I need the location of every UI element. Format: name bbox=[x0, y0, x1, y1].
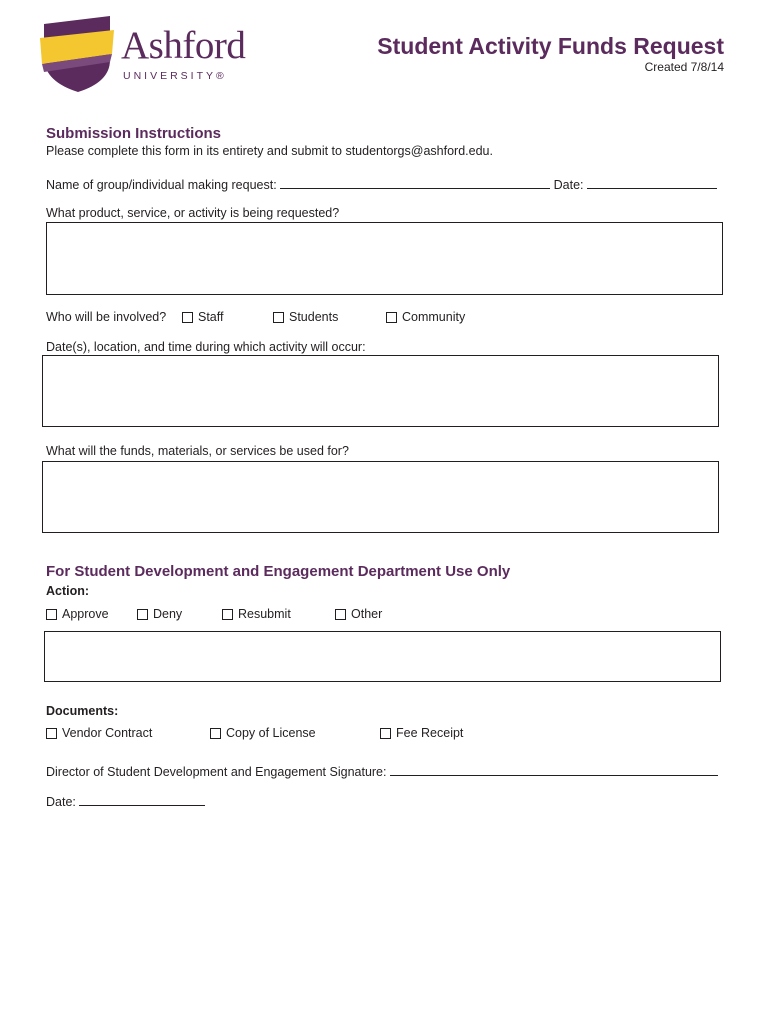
signature-row bbox=[46, 763, 718, 779]
form-title: Student Activity Funds Request bbox=[377, 33, 724, 59]
director-date-label: Date: bbox=[46, 795, 76, 809]
checkbox-square[interactable] bbox=[210, 728, 221, 739]
logo-subtitle: UNIVERSITY® bbox=[123, 70, 227, 82]
other-checkbox[interactable]: Other bbox=[335, 607, 382, 621]
signature-label: Director of Student Development and Engagement Signature: bbox=[46, 765, 387, 779]
approve-checkbox[interactable]: Approve bbox=[46, 607, 109, 621]
submission-heading: Submission Instructions bbox=[46, 125, 222, 142]
logo-wordmark: Ashford bbox=[121, 24, 246, 67]
checkbox-square[interactable] bbox=[46, 728, 57, 739]
staff-checkbox[interactable]: Staff bbox=[182, 310, 223, 324]
signature-field[interactable] bbox=[390, 763, 718, 776]
director-date-row bbox=[46, 793, 205, 809]
deny-checkbox[interactable]: Deny bbox=[137, 607, 182, 621]
copy-of-license-checkbox[interactable]: Copy of License bbox=[210, 726, 316, 740]
checkbox-square[interactable] bbox=[137, 609, 148, 620]
product-label: What product, service, or activity is being requested? bbox=[46, 206, 340, 220]
name-field[interactable] bbox=[280, 176, 550, 189]
checkbox-square[interactable] bbox=[386, 312, 397, 323]
funds-label: What will the funds, materials, or services be used for? bbox=[46, 444, 349, 458]
dates-textbox[interactable] bbox=[42, 355, 719, 427]
resubmit-checkbox[interactable]: Resubmit bbox=[222, 607, 291, 621]
students-checkbox[interactable]: Students bbox=[273, 310, 338, 324]
fee-receipt-checkbox[interactable]: Fee Receipt bbox=[380, 726, 463, 740]
product-textbox[interactable] bbox=[46, 222, 723, 295]
ashford-shield-logo bbox=[40, 14, 116, 94]
director-date-field[interactable] bbox=[79, 793, 205, 806]
name-row bbox=[46, 176, 717, 192]
instructions-text: Please complete this form in its entirety and submit to studentorgs@ashford.edu. bbox=[46, 144, 493, 158]
checkbox-square[interactable] bbox=[182, 312, 193, 323]
checkbox-square[interactable] bbox=[222, 609, 233, 620]
involved-label: Who will be involved? bbox=[46, 310, 167, 324]
documents-label: Documents: bbox=[46, 704, 119, 718]
created-date: Created 7/8/14 bbox=[644, 60, 724, 74]
checkbox-square[interactable] bbox=[335, 609, 346, 620]
date-label: Date: bbox=[553, 178, 584, 192]
action-textbox[interactable] bbox=[44, 631, 721, 682]
dates-label: Date(s), location, and time during which activity will occur: bbox=[46, 340, 366, 354]
checkbox-square[interactable] bbox=[46, 609, 57, 620]
funds-textbox[interactable] bbox=[42, 461, 719, 533]
checkbox-square[interactable] bbox=[380, 728, 391, 739]
checkbox-square[interactable] bbox=[273, 312, 284, 323]
date-field[interactable] bbox=[587, 176, 717, 189]
vendor-contract-checkbox[interactable]: Vendor Contract bbox=[46, 726, 152, 740]
department-heading: For Student Development and Engagement Department Use Only bbox=[46, 563, 511, 580]
community-checkbox[interactable]: Community bbox=[386, 310, 465, 324]
name-label: Name of group/individual making request: bbox=[46, 178, 277, 192]
action-label: Action: bbox=[46, 584, 90, 598]
